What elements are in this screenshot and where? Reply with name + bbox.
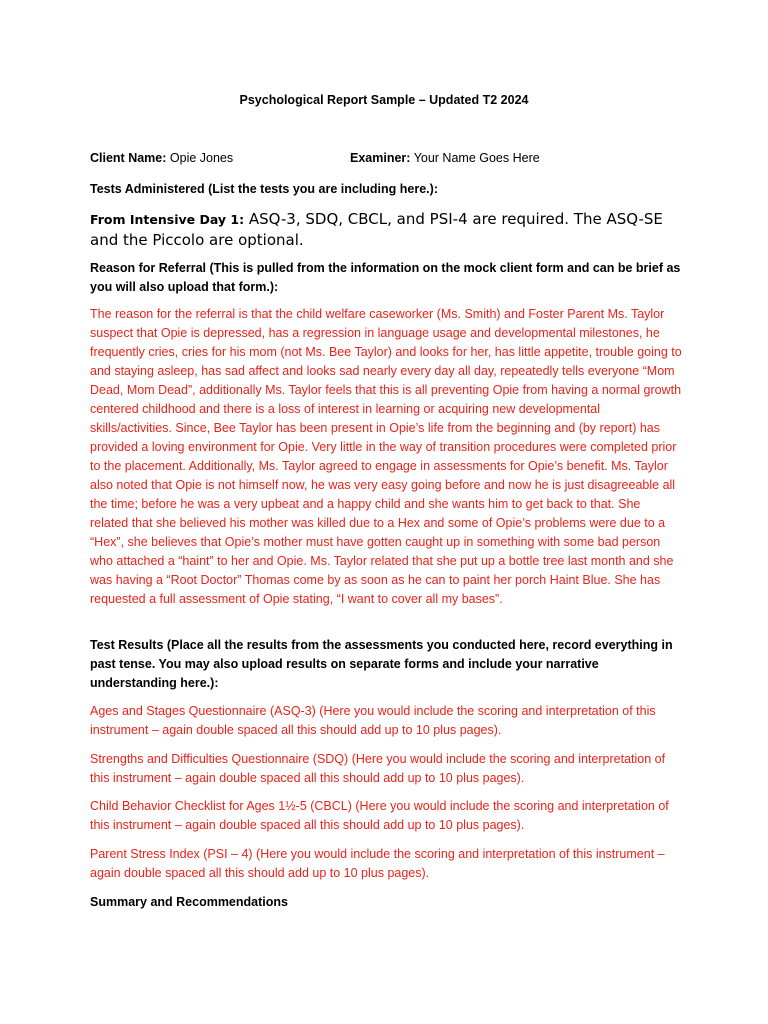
intensive-day-label: From Intensive Day 1:	[90, 212, 245, 227]
document-title: Psychological Report Sample – Updated T2 2024	[239, 93, 529, 107]
summary-heading: Summary and Recommendations	[90, 895, 288, 909]
result-asq3: Ages and Stages Questionnaire (ASQ-3) (Here you would include the scoring and interpretation of this instrument – again double spaced all this should add up to 10 plus pages).	[90, 704, 656, 737]
client-name-label: Client Name:	[90, 151, 167, 165]
client-name-value: Opie Jones	[169, 151, 234, 165]
referral-heading: Reason for Referral (This is pulled from the information on the mock client form and can be brief as you will also upload that form.):	[90, 261, 681, 294]
tests-administered-heading: Tests Administered (List the tests you are including here.):	[90, 182, 438, 196]
test-results-heading: Test Results (Place all the results from the assessments you conducted here, record everything in past tense. You may also upload results on separate forms and include your narrative understanding here.):	[90, 638, 673, 690]
result-psi4: Parent Stress Index (PSI – 4) (Here you would include the scoring and interpretation of this instrument – again double spaced all this should add up to 10 plus pages).	[90, 847, 665, 880]
result-cbcl: Child Behavior Checklist for Ages 1½-5 (CBCL) (Here you would include the scoring and interpretation of this instrument – again double spaced all this should add up to 10 plus pages).	[90, 799, 669, 832]
referral-text: The reason for the referral is that the child welfare caseworker (Ms. Smith) and Foster Parent Ms. Taylor suspect that Opie is depressed, has a regression in language usage and developmental milestones, he frequently cries, cries for his mom (not Ms. Bee Taylor) and looks for her, has little appetite, trouble going to and staying asleep, has sad affect and looks sad nearly every day all day, repeatedly tells everyone “Mom Dead, Mom Dead”, additionally Ms. Taylor feels that this is all preventing Opie from having a normal growth centered childhood and there is a loss of interest in learning or acquiring new developmental skills/activities. Since, Bee Taylor has been present in Opie’s life from the beginning and (by report) has provided a loving environment for Opie. Very little in the way of transition procedures were completed prior to the placement. Additionally, Ms. Taylor agreed to engage in assessments for Opie’s benefit. Ms. Taylor also noted that Opie is not himself now, he was very easy going before and now he is just disagreeable all the time; before he was a very upbeat and a happy child and she wants him to get back to that. She related that she believed his mother was killed due to a Hex and some of Opie’s problems were due to a “Hex”, she believes that Opie’s mother must have gotten caught up in something with some bad person who attached a “haint” to her and Opie. Ms. Taylor related that she put up a bottle tree last month and she was having a “Root Doctor” Thomas come by as soon as he can to paint her porch Haint Blue. She has requested a full assessment of Opie stating, “I want to cover all my bases”.	[90, 307, 682, 606]
intensive-day-text: ASQ-3, SDQ, CBCL, and PSI-4 are required. The ASQ-SE and the Piccolo are optional.	[90, 210, 663, 249]
client-info-row	[90, 151, 690, 165]
intensive-day-paragraph	[90, 209, 682, 250]
examiner-label: Examiner:	[350, 151, 411, 165]
result-sdq: Strengths and Difficulties Questionnaire (SDQ) (Here you would include the scoring and interpretation of this instrument – again double spaced all this should add up to 10 plus pages).	[90, 752, 666, 785]
examiner-field	[350, 151, 540, 165]
examiner-value: Your Name Goes Here	[413, 151, 540, 165]
